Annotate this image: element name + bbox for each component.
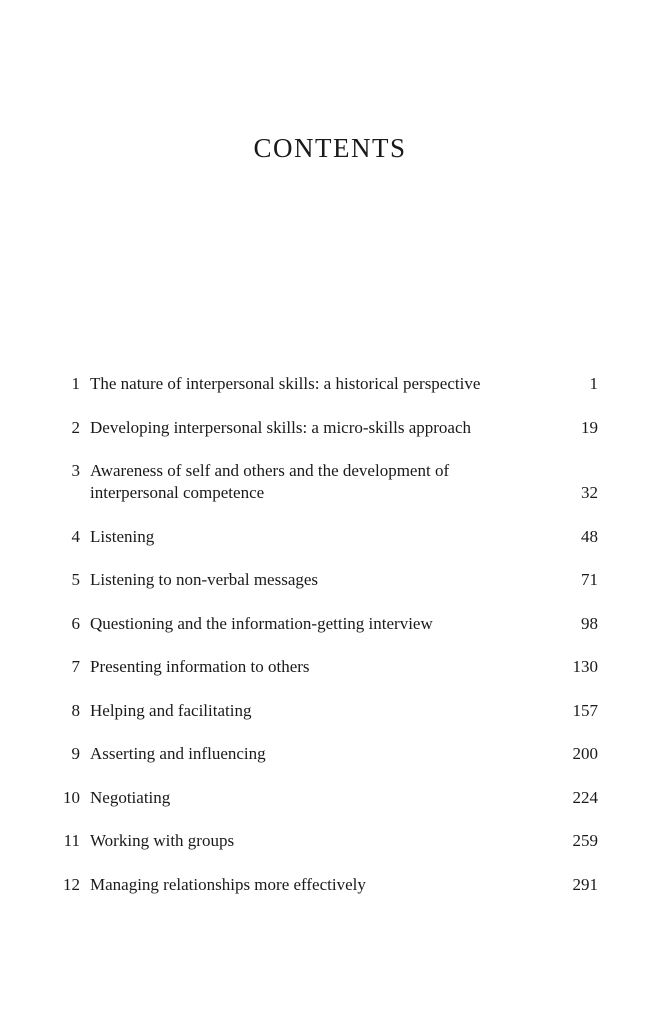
chapter-number: 8 <box>71 700 80 720</box>
page-title: CONTENTS <box>253 133 407 163</box>
chapter-title <box>90 417 550 439</box>
chapter-title-line: interpersonal competence <box>90 483 265 502</box>
toc-entry[interactable] <box>0 743 660 765</box>
toc-entry[interactable] <box>0 700 660 722</box>
toc-entry[interactable] <box>0 417 660 439</box>
chapter-title-line: The nature of interpersonal skills: a historical perspective <box>90 374 481 393</box>
toc-entry[interactable] <box>0 460 660 504</box>
chapter-title-line: Listening <box>90 526 155 546</box>
chapter-title <box>90 526 550 548</box>
chapter-title <box>90 656 550 678</box>
toc-entry[interactable] <box>0 526 660 548</box>
chapter-title-line: Presenting information to others <box>90 657 310 676</box>
chapter-number: 4 <box>71 526 80 546</box>
page-number: 71 <box>581 570 598 589</box>
chapter-number: 12 <box>63 874 80 894</box>
page-number: 48 <box>581 526 598 546</box>
chapter-title-line: Developing interpersonal skills: a micro-skills approach <box>90 417 471 437</box>
page-number: 1 <box>589 374 598 393</box>
toc-entry[interactable] <box>0 830 660 852</box>
chapter-title <box>90 373 550 395</box>
toc-entry[interactable] <box>0 613 660 635</box>
chapter-title <box>90 613 550 635</box>
chapter-title-line: Helping and facilitating <box>90 700 252 720</box>
chapter-title <box>90 874 550 896</box>
chapter-number: 11 <box>63 831 80 850</box>
toc-entry[interactable] <box>0 373 660 395</box>
page-number: 200 <box>572 744 598 763</box>
toc-entry[interactable] <box>0 656 660 678</box>
chapter-title <box>90 569 550 591</box>
chapter-title-line: Working with groups <box>90 831 235 850</box>
page-number: 32 <box>581 483 598 502</box>
page-number: 259 <box>572 831 598 850</box>
chapter-title-line: Listening to non-verbal messages <box>90 570 319 589</box>
table-of-contents <box>0 373 660 917</box>
chapter-title <box>90 787 550 809</box>
chapter-title-line: Asserting and influencing <box>90 744 266 763</box>
page-number: 98 <box>581 613 598 633</box>
chapter-title <box>90 460 550 504</box>
chapter-title <box>90 830 550 852</box>
chapter-number: 5 <box>71 570 80 589</box>
page-number: 157 <box>572 700 598 720</box>
page-number: 224 <box>572 787 598 807</box>
chapter-title <box>90 743 550 765</box>
chapter-number: 6 <box>71 613 80 633</box>
page-number: 19 <box>581 417 598 437</box>
chapter-number: 10 <box>63 787 80 807</box>
chapter-number: 7 <box>71 657 80 676</box>
chapter-number: 1 <box>71 374 80 393</box>
chapter-title-line: Managing relationships more effectively <box>90 874 366 894</box>
chapter-title-line: Questioning and the information-getting interview <box>90 613 433 633</box>
chapter-number: 9 <box>71 744 80 763</box>
chapter-number: 2 <box>71 417 80 437</box>
chapter-title-line: Awareness of self and others and the development of <box>90 461 450 480</box>
toc-entry[interactable] <box>0 569 660 591</box>
chapter-title <box>90 700 550 722</box>
chapter-number: 3 <box>71 461 80 480</box>
chapter-title-line: Negotiating <box>90 787 171 807</box>
page-number: 291 <box>572 874 598 894</box>
toc-entry[interactable] <box>0 787 660 809</box>
page-number: 130 <box>572 657 598 676</box>
toc-entry[interactable] <box>0 874 660 896</box>
